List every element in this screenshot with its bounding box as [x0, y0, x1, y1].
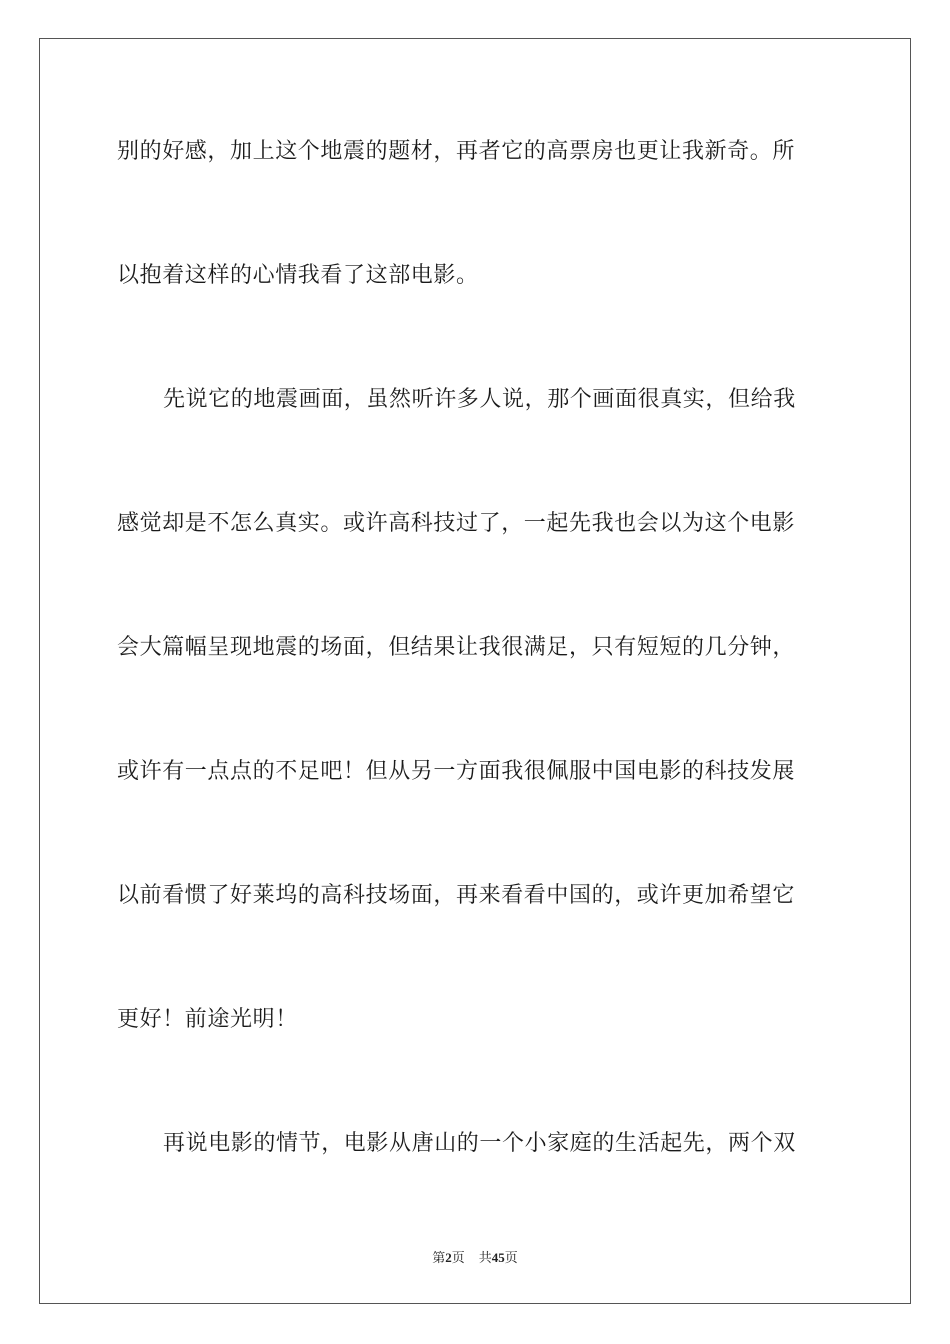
text-line: 更好！前途光明！ — [117, 1007, 298, 1032]
total-pages: 45 — [491, 1250, 505, 1265]
text-line: 感觉却是不怎么真实。或许高科技过了，一起先我也会以为这个电影 — [117, 511, 796, 536]
total-suffix: 页 — [504, 1250, 518, 1265]
total-prefix: 共 — [478, 1250, 492, 1265]
paragraph-start-line: 再说电影的情节，电影从唐山的一个小家庭的生活起先，两个双 — [163, 1131, 796, 1156]
text-line: 或许有一点点的不足吧！但从另一方面我很佩服中国电影的科技发展 — [117, 759, 796, 784]
text-line: 以抱着这样的心情我看了这部电影。 — [117, 263, 479, 288]
paragraph-start-line: 先说它的地震画面，虽然听许多人说，那个画面很真实，但给我 — [163, 387, 796, 412]
text-line: 别的好感，加上这个地震的题材，再者它的高票房也更让我新奇。所 — [117, 139, 796, 164]
page-number: 2 — [445, 1250, 452, 1265]
page-footer — [0, 1247, 950, 1266]
page-border — [39, 38, 911, 1304]
page-suffix: 页 — [451, 1250, 465, 1265]
text-line: 会大篇幅呈现地震的场面，但结果让我很满足，只有短短的几分钟， — [117, 635, 796, 660]
page-prefix: 第 — [432, 1250, 446, 1265]
text-line: 以前看惯了好莱坞的高科技场面，再来看看中国的，或许更加希望它 — [117, 883, 796, 908]
